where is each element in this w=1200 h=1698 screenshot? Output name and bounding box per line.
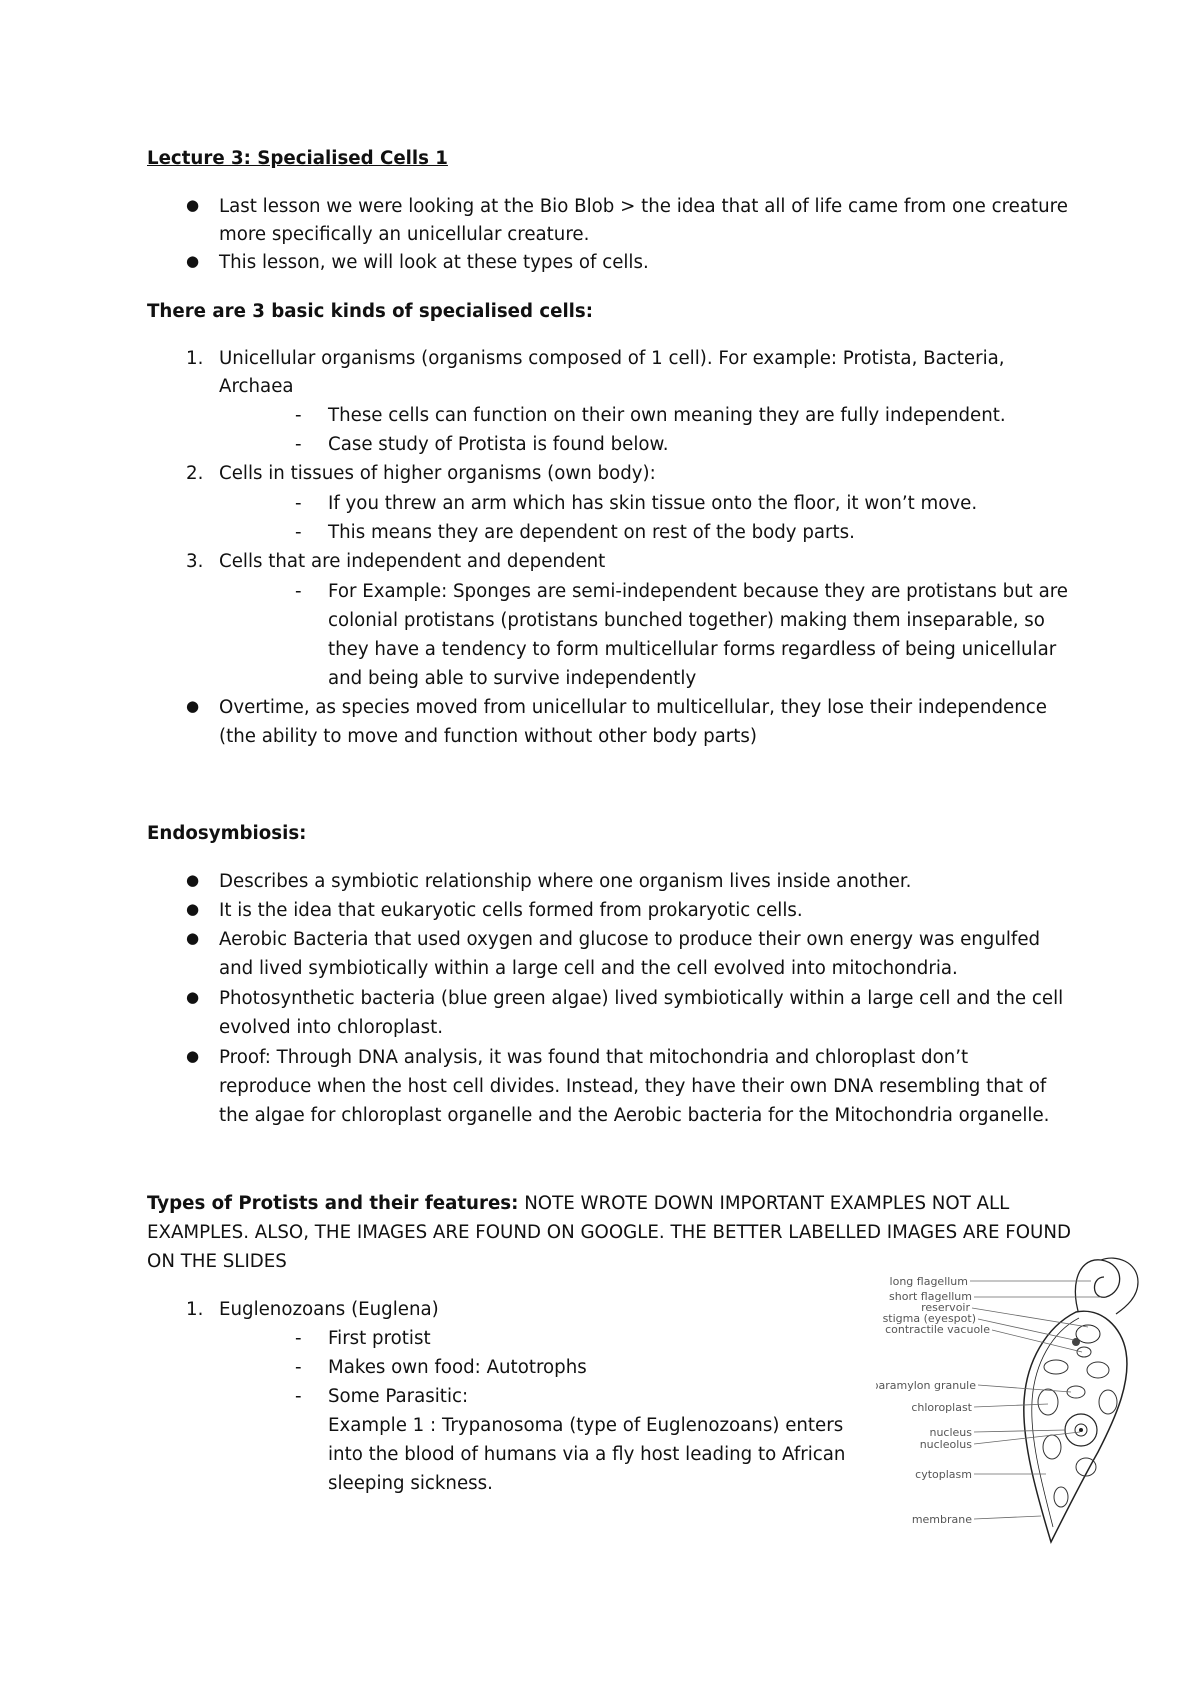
diagram-label-long-flagellum: long flagellum: [889, 1275, 968, 1288]
endo-bullet-2: It is the idea that eukaryotic cells formed from prokaryotic cells.: [219, 900, 803, 921]
protists-item-1: Euglenozoans (Euglena): [219, 1299, 439, 1320]
protists-note-line-3: ON THE SLIDES: [147, 1251, 287, 1272]
lecture-title: Lecture 3: Specialised Cells 1: [147, 148, 448, 169]
kinds-item-2-dash-1: If you threw an arm which has skin tissue onto the floor, it won’t move.: [328, 493, 978, 514]
bullet-dot: ●: [186, 252, 200, 270]
euglena-diagram-svg: [876, 1252, 1154, 1552]
euglena-diagram: [876, 1252, 1154, 1552]
intro-bullet-1-line-2: more specifically an unicellular creature.: [219, 224, 590, 245]
diagram-label-stigma: stigma (eyespot): [882, 1312, 976, 1325]
bullet-dot: ●: [186, 929, 200, 947]
dash-marker: -: [295, 434, 302, 455]
diagram-label-nucleolus: nucleolus: [919, 1438, 972, 1451]
protists-heading-line-1: [147, 1190, 1009, 1218]
protists-note-line-1: NOTE WROTE DOWN IMPORTANT EXAMPLES NOT ALL: [518, 1193, 1010, 1214]
endo-bullet-3-line-1: Aerobic Bacteria that used oxygen and glucose to produce their own energy was engulfed: [219, 929, 1041, 950]
bullet-dot: ●: [186, 196, 200, 214]
kinds-item-2: Cells in tissues of higher organisms (own body):: [219, 463, 656, 484]
endo-bullet-5-line-2: reproduce when the host cell divides. Instead, they have their own DNA resembling that of: [219, 1076, 1047, 1097]
label-line: [974, 1516, 1041, 1519]
intro-bullet-2: This lesson, we will look at these types of cells.: [219, 252, 649, 273]
list-number: 1.: [186, 1299, 204, 1320]
protists-example-line-1: Example 1 : Trypanosoma (type of Euglenozoans) enters: [328, 1415, 844, 1436]
dash-marker: -: [295, 405, 302, 426]
dash-marker: -: [295, 1357, 302, 1378]
endosymbiosis-heading: Endosymbiosis:: [147, 823, 307, 844]
diagram-label-paramylon-granule: paramylon granule: [876, 1379, 976, 1392]
endo-bullet-1: Describes a symbiotic relationship where one organism lives inside another.: [219, 871, 912, 892]
dash-marker: -: [295, 493, 302, 514]
dash-marker: -: [295, 581, 302, 602]
protists-item-1-dash-2: Makes own food: Autotrophs: [328, 1357, 587, 1378]
endo-bullet-5-line-3: the algae for chloroplast organelle and the Aerobic bacteria for the Mitochondria organelle.: [219, 1105, 1050, 1126]
kinds-item-3-dash-1-line-2: colonial protistans (protistans bunched together) making them inseparable, so: [328, 610, 1045, 631]
kinds-item-1-dash-2: Case study of Protista is found below.: [328, 434, 669, 455]
diagram-label-contractile-vacuole: contractile vacuole: [885, 1323, 990, 1336]
kinds-item-1-line-2: Archaea: [219, 376, 294, 397]
endo-bullet-3-line-2: and lived symbiotically within a large cell and the cell evolved into mitochondria.: [219, 958, 958, 979]
bullet-dot: ●: [186, 900, 200, 918]
protists-heading: Types of Protists and their features:: [147, 1193, 519, 1214]
diagram-label-short-flagellum: short flagellum: [889, 1290, 972, 1303]
dash-marker: -: [295, 1386, 302, 1407]
kinds-summary-line-1: Overtime, as species moved from unicellular to multicellular, they lose their independence: [219, 697, 1047, 718]
bullet-dot: ●: [186, 871, 200, 889]
dash-marker: -: [295, 1328, 302, 1349]
diagram-label-membrane: membrane: [911, 1513, 972, 1526]
kinds-item-1-line-1: Unicellular organisms (organisms composed of 1 cell). For example: Protista, Bacteria,: [219, 348, 1005, 369]
list-number: 3.: [186, 551, 204, 572]
kinds-item-3-dash-1-line-1: For Example: Sponges are semi-independent because they are protistans but are: [328, 581, 1068, 602]
diagram-label-chloroplast: chloroplast: [911, 1401, 972, 1414]
kinds-item-3-dash-1-line-4: and being able to survive independently: [328, 668, 697, 689]
nucleolus-dot: [1079, 1428, 1083, 1432]
endo-bullet-4-line-2: evolved into chloroplast.: [219, 1017, 444, 1038]
kinds-summary-line-2: (the ability to move and function without other body parts): [219, 726, 757, 747]
bullet-dot: ●: [186, 988, 200, 1006]
dash-marker: -: [295, 522, 302, 543]
eyespot-shape: [1072, 1338, 1080, 1346]
kinds-heading: There are 3 basic kinds of specialised cells:: [147, 301, 594, 322]
bullet-dot: ●: [186, 1047, 200, 1065]
diagram-label-reservoir: reservoir: [921, 1301, 970, 1314]
kinds-item-1-dash-1: These cells can function on their own meaning they are fully independent.: [328, 405, 1006, 426]
protists-item-1-dash-3: Some Parasitic:: [328, 1386, 469, 1407]
list-number: 1.: [186, 348, 204, 369]
kinds-item-3: Cells that are independent and dependent: [219, 551, 606, 572]
kinds-item-2-dash-2: This means they are dependent on rest of the body parts.: [328, 522, 855, 543]
protists-item-1-dash-1: First protist: [328, 1328, 431, 1349]
bullet-dot: ●: [186, 697, 200, 715]
intro-bullet-1-line-1: Last lesson we were looking at the Bio Blob > the idea that all of life came from one creature: [219, 196, 1068, 217]
protists-note-line-2: EXAMPLES. ALSO, THE IMAGES ARE FOUND ON GOOGLE. THE BETTER LABELLED IMAGES ARE FOUND: [147, 1222, 1071, 1243]
protists-example-line-2: into the blood of humans via a fly host leading to African: [328, 1444, 846, 1465]
diagram-label-cytoplasm: cytoplasm: [915, 1468, 972, 1481]
flagellum-shape: [1101, 1258, 1138, 1314]
endo-bullet-4-line-1: Photosynthetic bacteria (blue green algae) lived symbiotically within a large cell and the cell: [219, 988, 1064, 1009]
diagram-label-nucleus: nucleus: [929, 1426, 972, 1439]
endo-bullet-5-line-1: Proof: Through DNA analysis, it was found that mitochondria and chloroplast don’t: [219, 1047, 969, 1068]
list-number: 2.: [186, 463, 204, 484]
protists-example-line-3: sleeping sickness.: [328, 1473, 493, 1494]
kinds-item-3-dash-1-line-3: they have a tendency to form multicellular forms regardless of being unicellular: [328, 639, 1057, 660]
